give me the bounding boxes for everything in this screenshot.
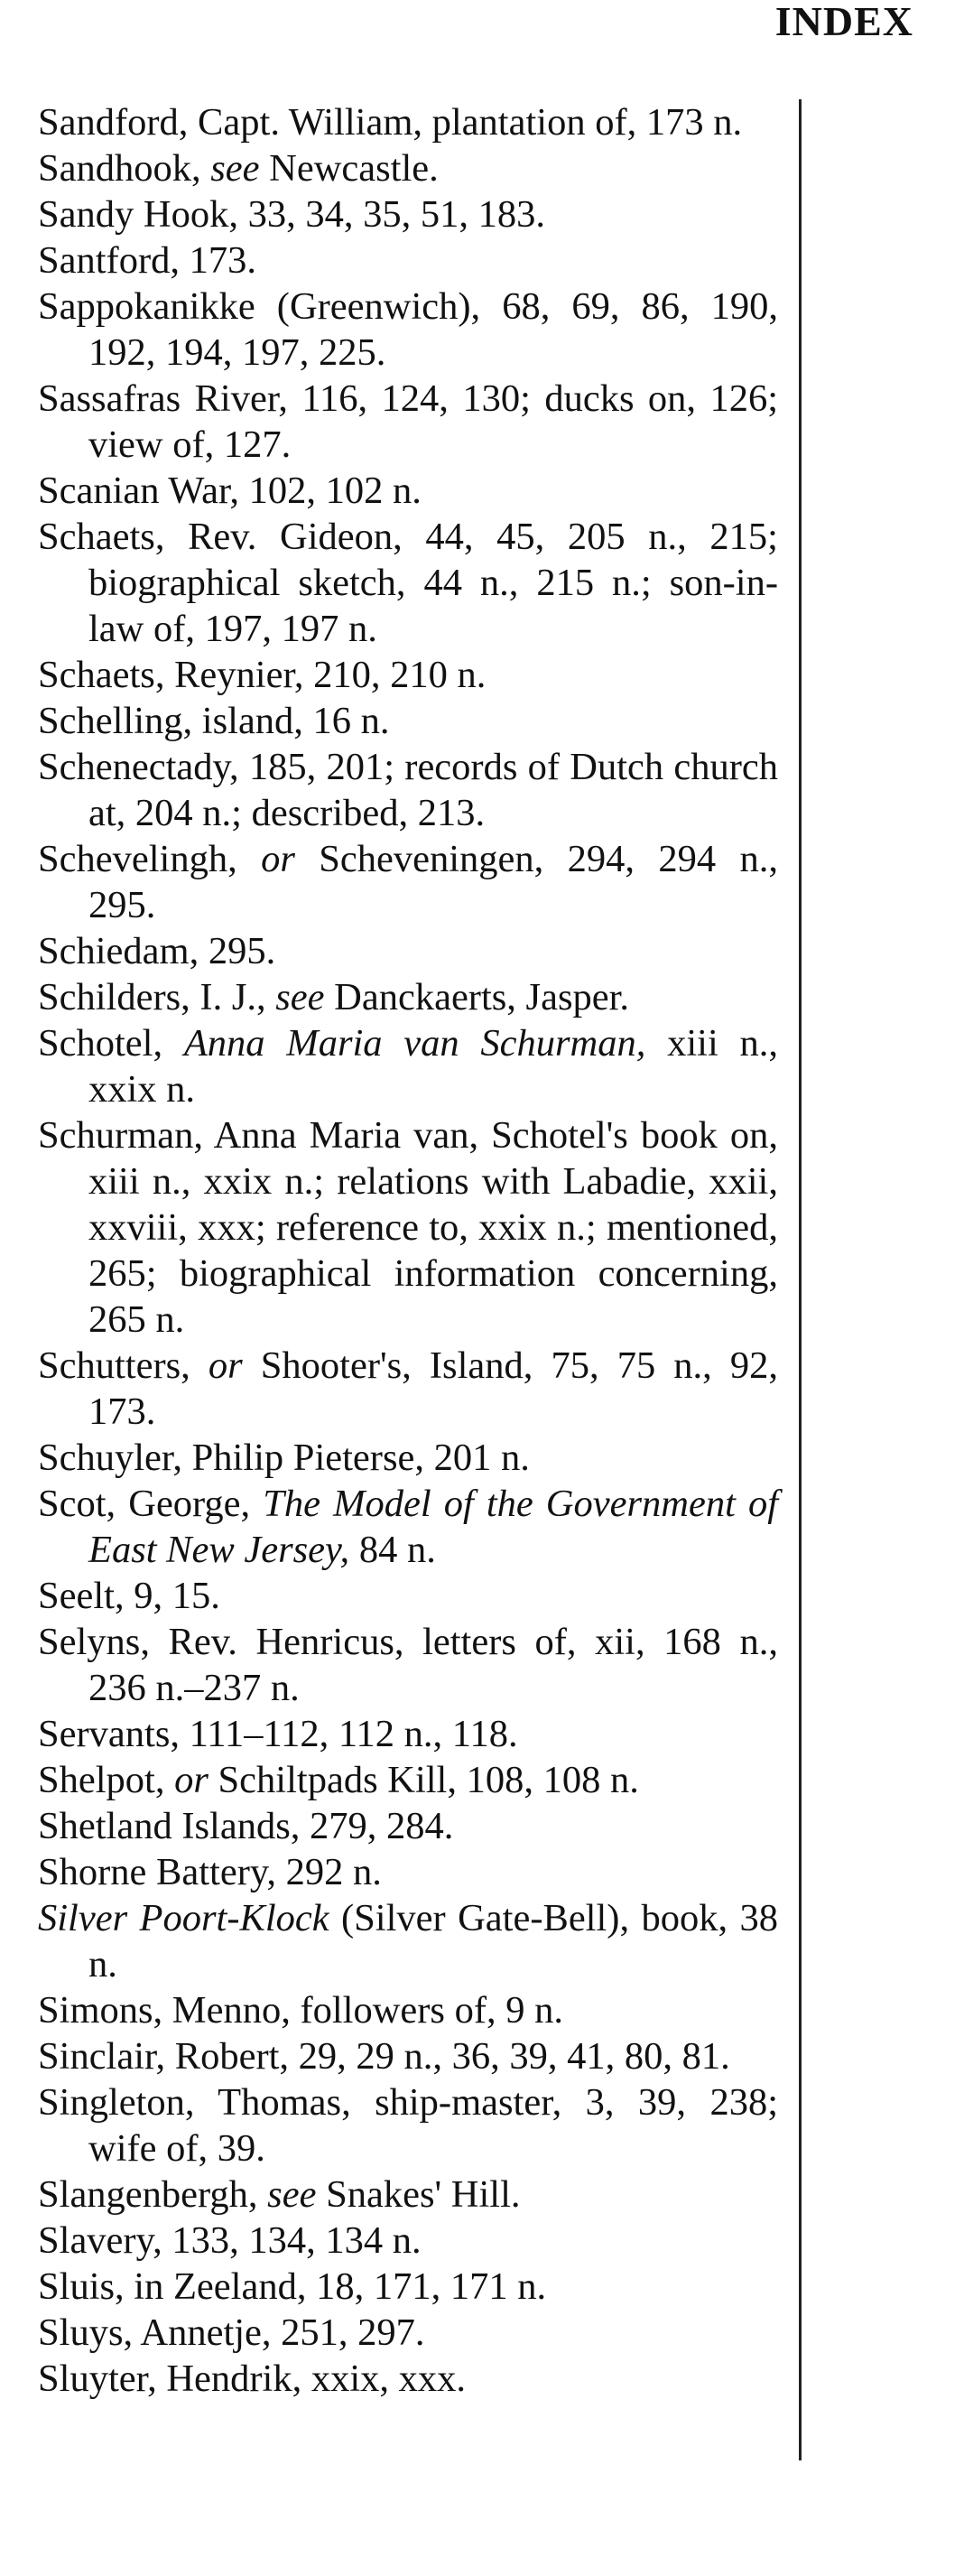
index-entry-text: or bbox=[208, 1344, 243, 1387]
index-entry bbox=[38, 237, 778, 284]
index-entry-text: Schaets, Rev. Gideon, 44, 45, 205 n., 215; biographical sketch, 44 n., 215 n.; son-in-law of, 197, 197 n. bbox=[38, 516, 778, 650]
index-entry-text: Scanian War, 102, 102 n. bbox=[38, 470, 422, 512]
index-entry bbox=[38, 468, 778, 514]
index-entry-text: Sluys, Annetje, 251, 297. bbox=[38, 2311, 425, 2354]
index-entry-text: Shelpot, bbox=[38, 1759, 175, 1801]
index-entry bbox=[38, 1343, 778, 1435]
index-entry-text: Santford, 173. bbox=[38, 239, 256, 282]
index-entry-text: Singleton, Thomas, ship-master, 3, 39, 238; wife of, 39. bbox=[38, 2081, 778, 2170]
index-entry-text: Schevelingh, bbox=[38, 838, 262, 880]
index-entry-text: Newcastle. bbox=[259, 147, 439, 190]
index-entry-text: Schenectady, 185, 201; records of Dutch church at, 204 n.; described, 213. bbox=[38, 746, 778, 834]
index-entry bbox=[38, 1481, 778, 1573]
index-entry-text: Sluyter, Hendrik, xxix, xxx. bbox=[38, 2357, 467, 2400]
index-entry bbox=[38, 2033, 778, 2079]
index-entry-text: Shooter's, Island, 75, 75 n., 92, 173. bbox=[88, 1344, 778, 1433]
index-entry-text: Sandhook, bbox=[38, 147, 211, 190]
index-entry bbox=[38, 1849, 778, 1895]
index-entry bbox=[38, 2264, 778, 2310]
index-entry-text: Seelt, 9, 15. bbox=[38, 1575, 220, 1617]
index-entry bbox=[38, 836, 778, 928]
index-entry-text: or bbox=[174, 1759, 209, 1801]
index-entry-text: Servants, 111–112, 112 n., 118. bbox=[38, 1713, 518, 1755]
index-entry bbox=[38, 744, 778, 836]
index-entry-text: see bbox=[267, 2173, 317, 2216]
index-entry bbox=[38, 1435, 778, 1481]
index-entry-text: Slangenbergh, bbox=[38, 2173, 268, 2216]
index-entry bbox=[38, 1020, 778, 1112]
index-entry-text: Schotel, bbox=[38, 1022, 184, 1065]
index-entry-text: Schilders, I. J., bbox=[38, 976, 276, 1018]
index-entry bbox=[38, 1619, 778, 1711]
index-entry-text: Sandford, Capt. William, plantation of, 173 n. bbox=[38, 101, 743, 144]
index-entry bbox=[38, 652, 778, 698]
index-entry bbox=[38, 974, 778, 1020]
index-entry-text: Schiltpads Kill, 108, 108 n. bbox=[208, 1759, 639, 1801]
index-entry-text: xiii n., xxix n. bbox=[88, 1022, 778, 1111]
index-entry-text: see bbox=[275, 976, 325, 1018]
index-entry-text: Schelling, island, 16 n. bbox=[38, 700, 390, 742]
index-entry bbox=[38, 1711, 778, 1757]
index-entry bbox=[38, 514, 778, 652]
index-entry-text: Anna Maria van Schurman, bbox=[183, 1022, 646, 1065]
index-entry-text: Selyns, Rev. Henricus, letters of, xii, 168 n., 236 n.–237 n. bbox=[38, 1621, 778, 1709]
running-head: INDEX bbox=[774, 0, 913, 44]
index-entry bbox=[38, 1987, 778, 2033]
index-entry bbox=[38, 2310, 778, 2356]
index-entry-text: Schutters, bbox=[38, 1344, 209, 1387]
index-entry-text: Sinclair, Robert, 29, 29 n., 36, 39, 41, 80, 81. bbox=[38, 2035, 730, 2078]
index-entry-text: Slavery, 133, 134, 134 n. bbox=[38, 2219, 422, 2262]
index-entry-text: Sassafras River, 116, 124, 130; ducks on, 126; view of, 127. bbox=[38, 377, 778, 466]
index-entry-text: Schurman, Anna Maria van, Schotel's book on, xiii n., xxix n.; relations with Labadie, xxii, xxviii, xxx; reference to, xxix n.; mentioned, 265; biographical information concerning, 265 n. bbox=[38, 1114, 778, 1341]
index-entry bbox=[38, 1573, 778, 1619]
index-entry-text: Sappokanikke (Greenwich), 68, 69, 86, 190, 192, 194, 197, 225. bbox=[38, 285, 778, 374]
index-entry bbox=[38, 928, 778, 974]
index-entry-text: Snakes' Hill. bbox=[316, 2173, 521, 2216]
index-entry bbox=[38, 1895, 778, 1987]
index-entry bbox=[38, 99, 778, 145]
index-column bbox=[38, 99, 778, 2402]
index-entry bbox=[38, 284, 778, 376]
index-entry-text: Schuyler, Philip Pieterse, 201 n. bbox=[38, 1437, 530, 1479]
index-entry-text: Schiedam, 295. bbox=[38, 930, 276, 972]
index-entry-text: 84 n. bbox=[349, 1529, 436, 1571]
index-entry bbox=[38, 2356, 778, 2402]
index-entry bbox=[38, 145, 778, 191]
index-entry bbox=[38, 376, 778, 468]
index-entry-text: Scheveningen, 294, 294 n., 295. bbox=[88, 838, 779, 926]
index-entry-text: Shetland Islands, 279, 284. bbox=[38, 1805, 454, 1847]
index-entry bbox=[38, 2218, 778, 2264]
index-entry-text: Shorne Battery, 292 n. bbox=[38, 1851, 382, 1893]
index-entry-text: Danckaerts, Jasper. bbox=[324, 976, 630, 1018]
index-entry-text: Schaets, Reynier, 210, 210 n. bbox=[38, 654, 487, 696]
index-entry bbox=[38, 2079, 778, 2171]
index-entry-text: Sluis, in Zeeland, 18, 171, 171 n. bbox=[38, 2265, 547, 2308]
index-entry-text: (Silver Gate-Bell), book, 38 n. bbox=[88, 1897, 778, 1985]
index-entry-text: see bbox=[210, 147, 260, 190]
index-entry bbox=[38, 1757, 778, 1803]
index-entry-text: The Model of the Government of East New Jersey, bbox=[88, 1483, 778, 1571]
index-entry bbox=[38, 1112, 778, 1343]
index-entry-text: or bbox=[261, 838, 295, 880]
index-entry-text: Simons, Menno, followers of, 9 n. bbox=[38, 1989, 563, 2032]
index-entry bbox=[38, 698, 778, 744]
index-entry bbox=[38, 2171, 778, 2218]
index-entry bbox=[38, 1803, 778, 1849]
index-entry-text: Sandy Hook, 33, 34, 35, 51, 183. bbox=[38, 193, 545, 236]
column-rule bbox=[799, 99, 802, 2460]
index-entry-text: Scot, George, bbox=[38, 1483, 264, 1525]
index-entry-text: Silver Poort-Klock bbox=[38, 1897, 329, 1939]
index-entry bbox=[38, 191, 778, 237]
